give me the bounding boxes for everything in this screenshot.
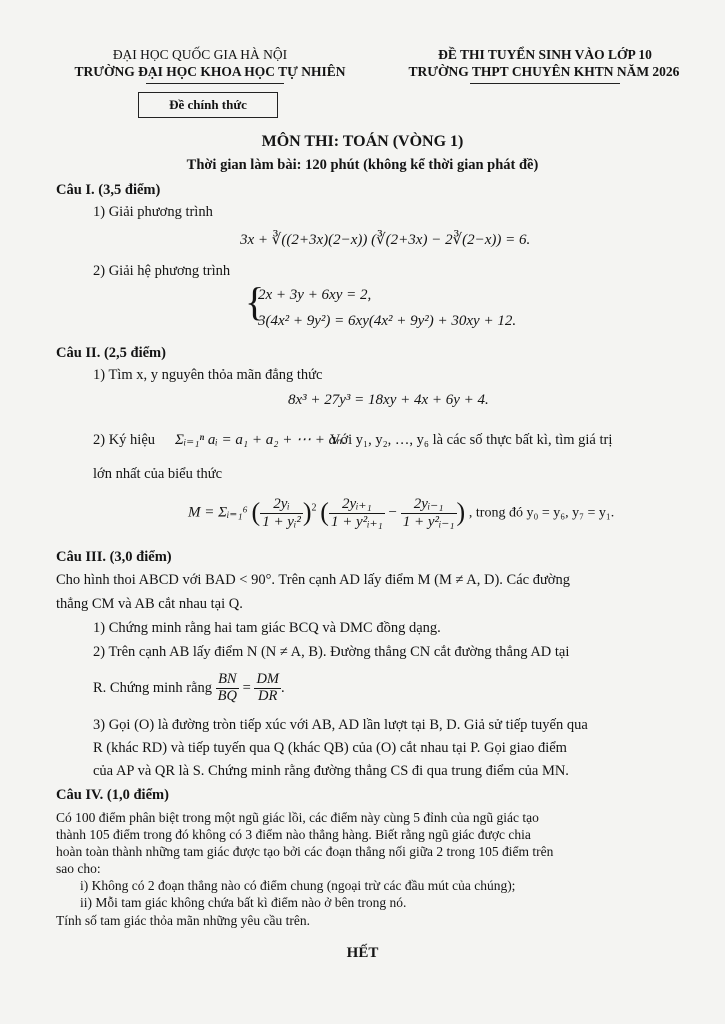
q2-M-frac3-top: 2yᵢ₋₁ [401,496,457,514]
q3-part3-line3: của AP và QR là S. Chứng minh rằng đường thẳng CS đi qua trung điểm của MN. [93,763,569,779]
q3-intro-line2: thẳng CM và AB cắt nhau tại Q. [56,596,243,612]
q2-M-frac2 [329,496,385,530]
q1-heading: Câu I. (3,5 điểm) [56,182,161,198]
q3-part2-line1: 2) Trên cạnh AB lấy điểm N (N ≠ A, B). Đường thẳng CN cắt đường thẳng AD tại [93,644,570,660]
q4-condition-1: i) Không có 2 đoạn thẳng nào có điểm chung (ngoại trừ các đầu mút của chúng); [80,878,516,893]
q1-system-eq1: 2x + 3y + 6xy = 2, [258,287,372,303]
q4-heading: Câu IV. (1,0 điểm) [56,787,169,803]
q3-ratio-left [216,672,239,705]
q3-part2-line2: R. Chứng minh rằng $\frac{BN}{BQ}$ = $\frac{DM}{DR}$ . [93,671,285,704]
q4-line4: sao cho: [56,861,101,876]
q1-part1-label: 1) Giải phương trình [93,204,213,220]
q3-intro-line1: Cho hình thoi ABCD với BAD < 90°. Trên cạnh AD lấy điểm M (M ≠ A, D). Các đường [56,572,570,588]
q3-ratio-left-top: BN [216,672,239,689]
q3-ratio-left-bot: BQ [217,687,237,704]
q2-M-frac1-top: 2yᵢ [260,496,303,514]
header-underline-left [146,83,284,84]
school-name: TRƯỜNG ĐẠI HỌC KHOA HỌC TỰ NHIÊN [74,64,346,79]
exam-name: ĐỀ THI TUYỂN SINH VÀO LỚP 10 [438,47,652,62]
q2-M-frac2-top: 2yᵢ₊₁ [329,496,385,514]
q2-M-expression: M = Σᵢ₌₁⁶ ( $\frac{\text{2yᵢ}}{\text{1 + yᵢ²}}$ )$^2$ ( $\frac{\text{2yᵢ₊₁}}{\text{1 + y²ᵢ₊₁}}$ − $\frac{\text{2yᵢ₋₁}}{\text{1 + y²ᵢ₋₁}}$ ) , trong đó y₀ = y₆, y₇ = y₁. [188,496,615,530]
q1-part1-equation: 3x + ∛((2+3x)(2−x)) (∛(2+3x) − 2∛(2−x)) = 6. [240,232,531,248]
q2-M-frac3 [401,496,457,530]
q3-heading: Câu III. (3,0 điểm) [56,549,172,565]
q2-M-frac1-bot: 1 + yᵢ² [262,513,301,530]
q3-ratio-right-bot: DR [258,687,278,704]
q4-line1: Có 100 điểm phân biệt trong một ngũ giác lồi, các điểm này cùng 5 đỉnh của ngũ giác tạo [56,810,539,825]
q2-part2-text-c: lớn nhất của biểu thức [93,466,223,482]
exam-time: Thời gian làm bài: 120 phút (không kể thời gian phát đề) [186,157,539,173]
q2-part2-text-a: 2) Ký hiệu [93,432,156,448]
q4-line3: hoàn toàn thành những tam giác được tạo bởi các đoạn thẳng nối giữa 2 trong 105 điểm trên [56,844,554,859]
q1-system-eq2: 3(4x² + 9y²) = 6xy(4x² + 9y²) + 30xy + 12. [258,313,517,329]
q4-condition-2: ii) Mỗi tam giác không chứa bất kì điểm nào ở bên trong nó. [80,895,407,910]
end-marker: HẾT [346,945,379,961]
q2-part1-equation: 8x³ + 27y³ = 18xy + 4x + 6y + 4. [288,392,489,408]
q3-part2-text: R. Chứng minh rằng [93,679,213,696]
q3-part3-line1: 3) Gọi (O) là đường tròn tiếp xúc với AB, AD lần lượt tại B, D. Giả sử tiếp tuyến qua [93,717,588,733]
q4-line2: thành 105 điểm trong đó không có 3 điểm nào thẳng hàng. Biết rằng ngũ giác được chia [56,827,531,842]
q2-M-tail: , trong đó y₀ = y₆, y₇ = y₁. [468,505,615,521]
q2-M-lhs: M = Σᵢ₌₁⁶ [188,504,248,521]
q3-ratio-right [254,672,281,705]
university-name: ĐẠI HỌC QUỐC GIA HÀ NỘI [112,47,288,62]
q2-M-frac1 [260,496,303,530]
header-underline-right [470,83,620,84]
q2-heading: Câu II. (2,5 điểm) [56,345,166,361]
exam-school: TRƯỜNG THPT CHUYÊN KHTN NĂM 2026 [408,64,680,79]
q2-M-frac2-bot: 1 + y²ᵢ₊₁ [330,513,383,530]
q1-part2-label: 2) Giải hệ phương trình [93,263,231,279]
q1-system-brace: { [245,279,265,324]
q2-M-frac3-bot: 1 + y²ᵢ₋₁ [402,513,455,530]
q2-part1-label: 1) Tìm x, y nguyên thỏa mãn đẳng thức [93,367,323,383]
exam-subject: MÔN THI: TOÁN (VÒNG 1) [261,133,464,150]
q4-line5: Tính số tam giác thỏa mãn những yêu cầu trên. [56,913,310,928]
q3-part3-line2: R (khác RD) và tiếp tuyến qua Q (khác QB) của (O) cắt nhau tại P. Gọi giao điểm [93,740,567,756]
q3-ratio-right-top: DM [256,671,279,687]
q2-sum-definition: Σᵢ₌₁ⁿ aᵢ = a₁ + a₂ + ⋯ + aₙ. [175,432,347,448]
q2-part2-text-b: Với y₁, y₂, …, y₆ là các số thực bất kì, tìm giá trị [330,432,613,448]
q3-part1: 1) Chứng minh rằng hai tam giác BCQ và DMC đồng dạng. [93,620,441,636]
official-box: Đề chính thức [138,92,278,118]
